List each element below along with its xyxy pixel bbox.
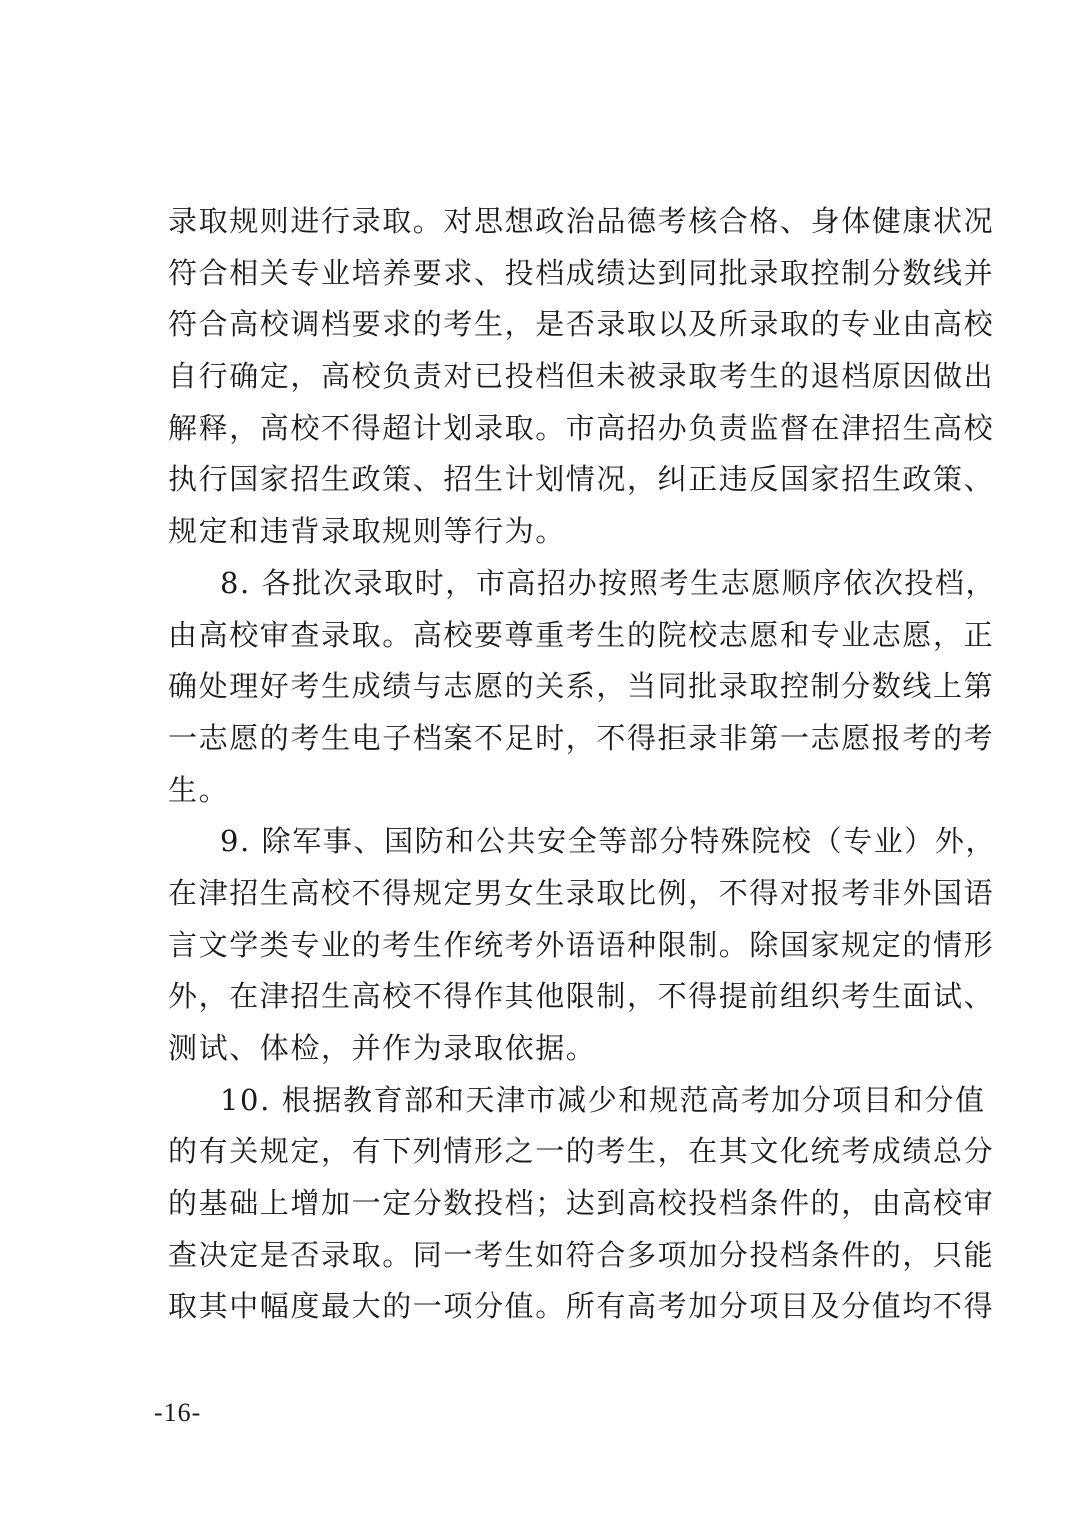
document-body: [168, 196, 997, 1333]
text-line: 的有关规定，有下列情形之一的考生，在其文化统考成绩总分: [168, 1134, 995, 1169]
text-line: 的基础上增加一定分数投档；达到高校投档条件的，由高校审: [168, 1186, 995, 1221]
text-line: 执行国家招生政策、招生计划情况，纠正违反国家招生政策、: [168, 462, 995, 497]
text-line: 规定和违背录取规则等行为。: [168, 514, 566, 549]
text-line: 录取规则进行录取。对思想政治品德考核合格、身体健康状况: [168, 204, 995, 238]
text-line: 外，在津招生高校不得作其他限制，不得提前组织考生面试、: [168, 979, 995, 1014]
page-number: -16-: [154, 1398, 202, 1427]
text-line: 生。: [168, 772, 230, 807]
text-line: 由高校审查录取。高校要尊重考生的院校志愿和专业志愿，正: [168, 617, 995, 652]
text-line: 在津招生高校不得规定男女生录取比例，不得对报考非外国语: [168, 875, 995, 910]
text-line: 言文学类专业的考生作统考外语语种限制。除国家规定的情形: [168, 927, 995, 962]
text-line: 确处理好考生成绩与志愿的关系，当同批录取控制分数线上第: [168, 669, 995, 704]
paragraph-start-line: 8. 各批次录取时，市高招办按照考生志愿顺序依次投档，: [220, 565, 997, 600]
paragraph-start-line: 9. 除军事、国防和公共安全等部分特殊院校（专业）外，: [220, 824, 997, 859]
paragraph-start-line: 10. 根据教育部和天津市减少和规范高考加分项目和分值: [220, 1082, 986, 1117]
text-line: 查决定是否录取。同一考生如符合多项加分投档条件的，只能: [168, 1237, 995, 1272]
text-line: 自行确定，高校负责对已投档但未被录取考生的退档原因做出: [168, 359, 995, 394]
text-line: 符合高校调档要求的考生，是否录取以及所录取的专业由高校: [168, 307, 995, 342]
text-line: 解释，高校不得超计划录取。市高招办负责监督在津招生高校: [168, 410, 995, 445]
text-line: 测试、体检，并作为录取依据。: [168, 1031, 597, 1065]
text-line: 一志愿的考生电子档案不足时，不得拒录非第一志愿报考的考: [168, 720, 995, 755]
text-line: 符合相关专业培养要求、投档成绩达到同批录取控制分数线并: [168, 255, 995, 290]
text-line: 取其中幅度最大的一项分值。所有高考加分项目及分值均不得: [168, 1289, 995, 1324]
